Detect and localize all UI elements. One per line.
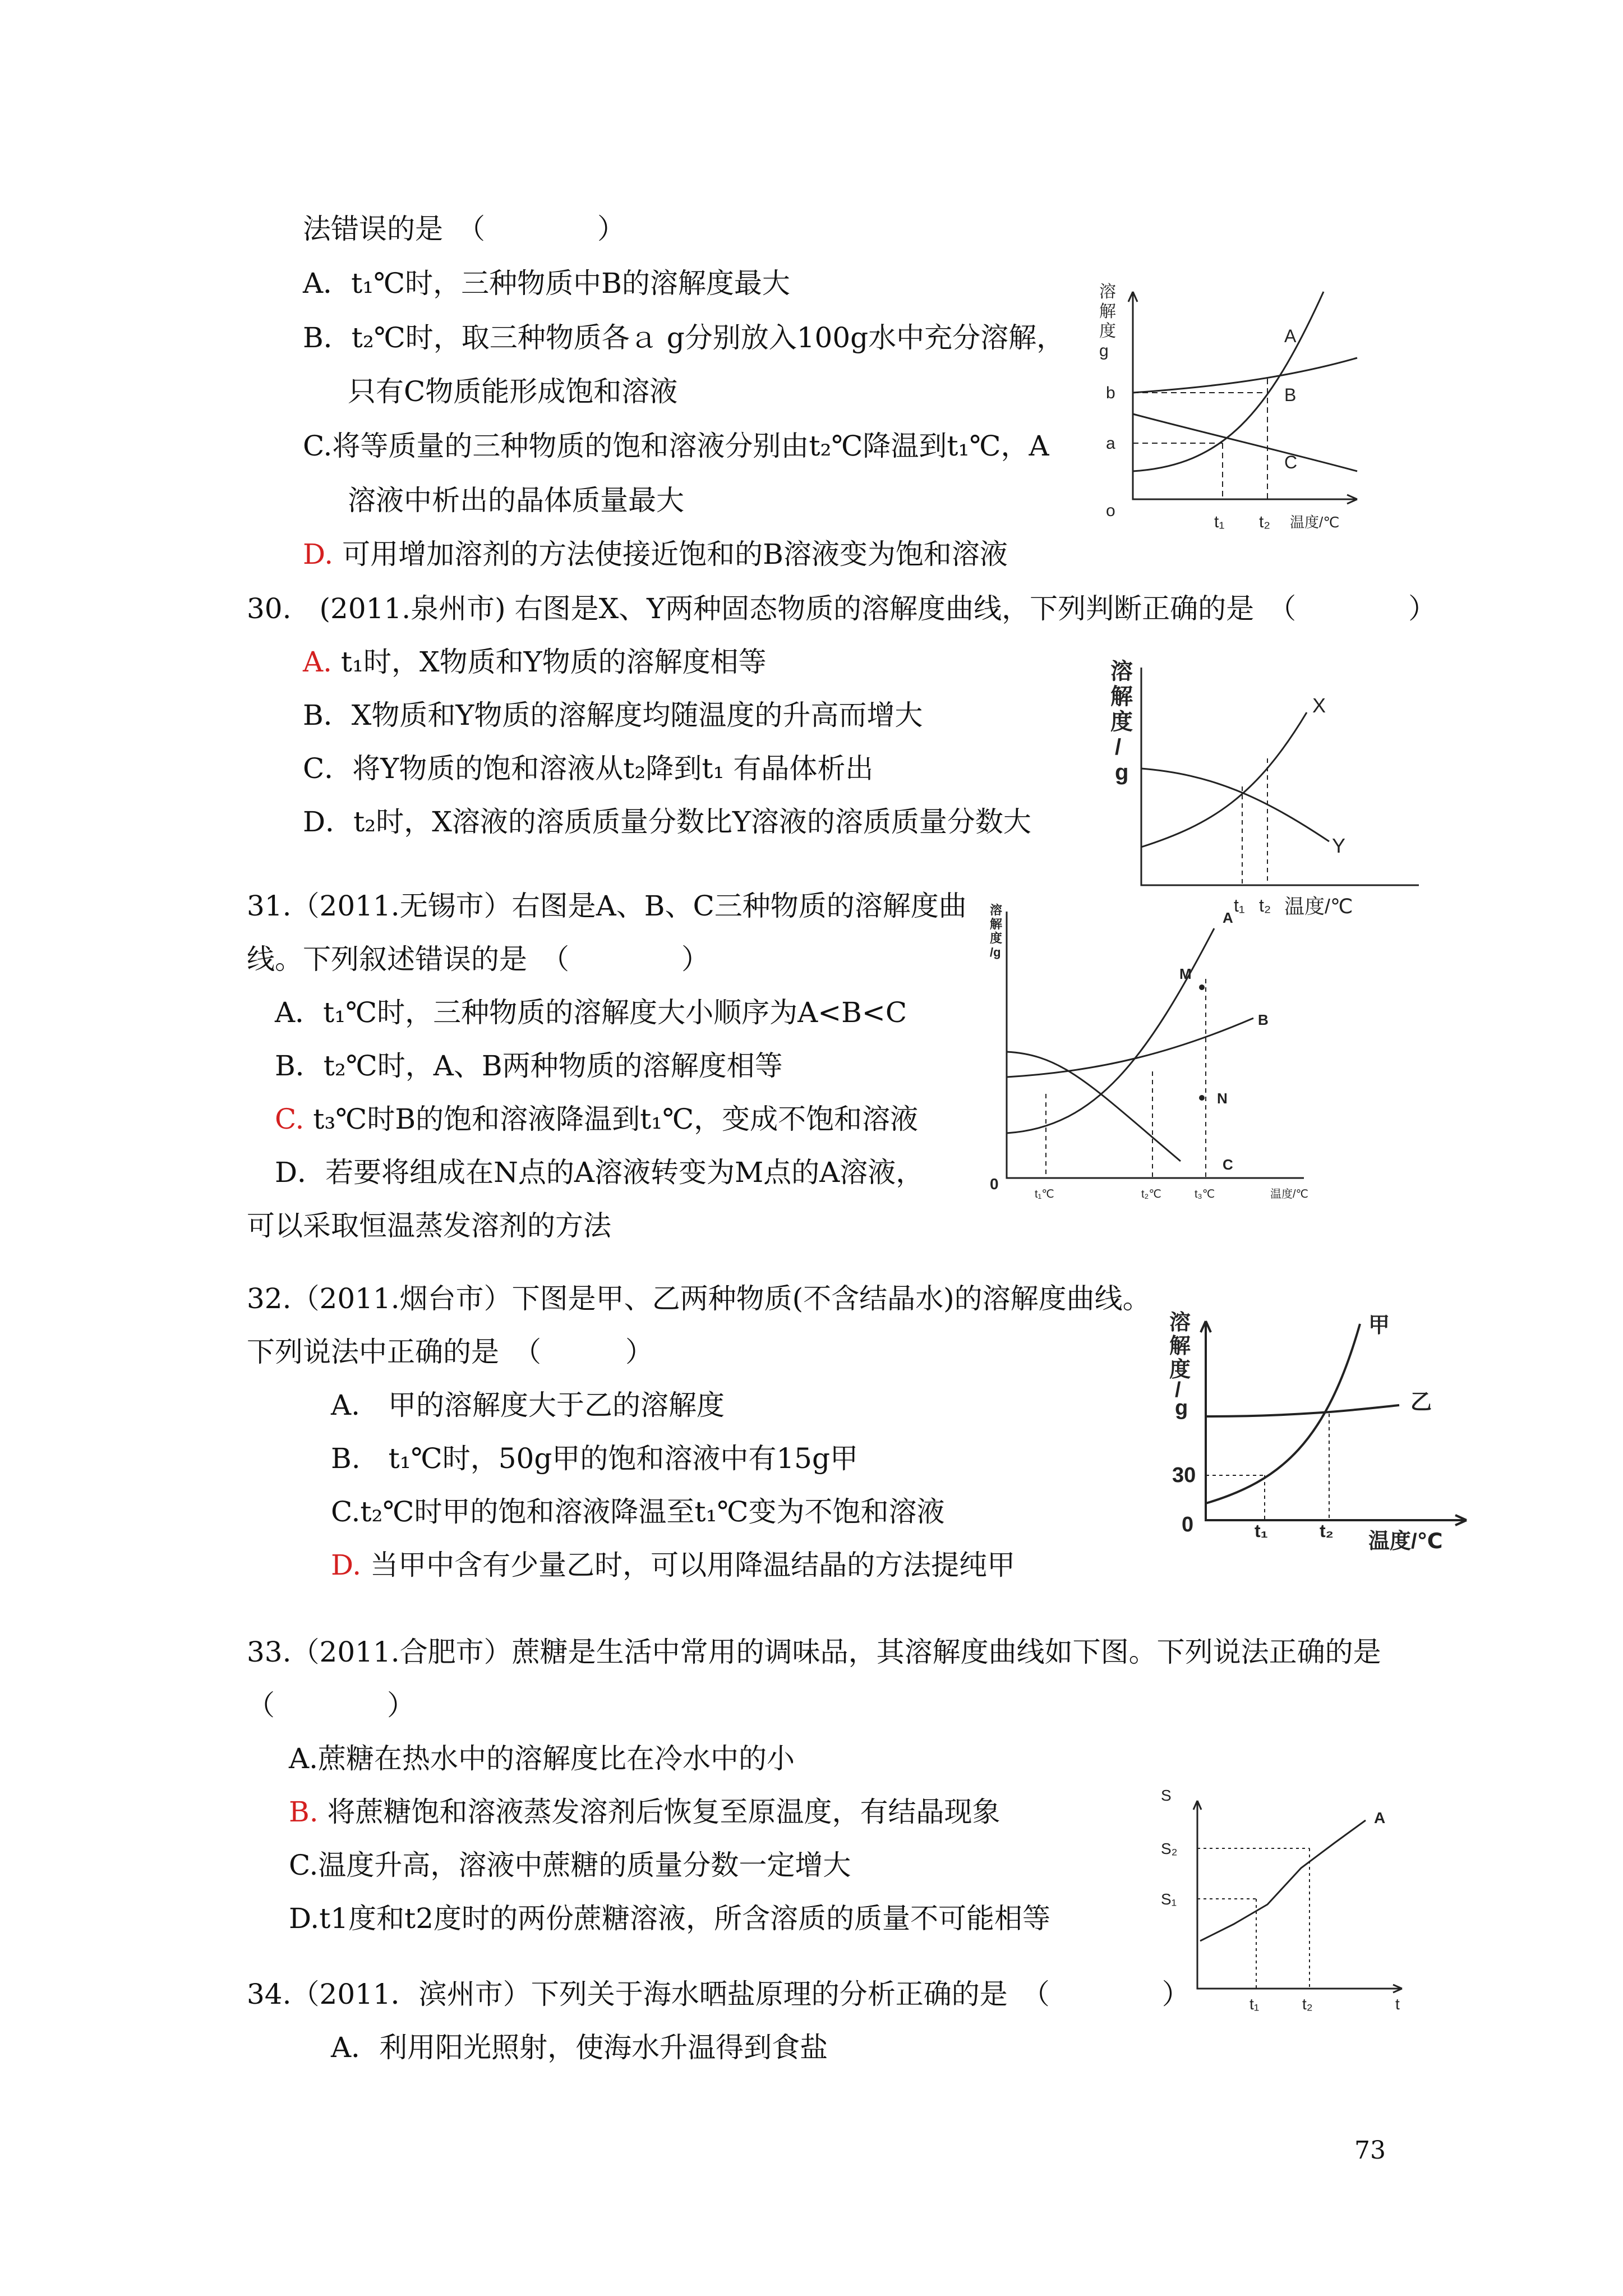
q29-answer-letter: D.	[303, 538, 334, 570]
q30-y-label-5: g	[1115, 760, 1129, 785]
q29-option-a: A．t₁℃时，三种物质中B的溶解度最大	[303, 267, 790, 300]
q30-y-label-1: 溶	[1110, 659, 1133, 684]
q31-point-n-label: N	[1217, 1090, 1228, 1107]
q30-x-label: 温度/℃	[1284, 895, 1353, 918]
q33-tick-s1: S₁	[1161, 1890, 1177, 1908]
q33-curve-a-label: A	[1374, 1809, 1386, 1826]
q32-option-d	[331, 1548, 1015, 1582]
q29-tick-b: b	[1106, 384, 1115, 402]
q34-stem: 34.（2011．滨州市）下列关于海水晒盐原理的分析正确的是 （ ）	[247, 1978, 1190, 2010]
q29-option-b-line2: 只有C物质能形成饱和溶液	[348, 375, 678, 408]
q29-option-d-text: 可用增加溶剂的方法使接近饱和的B溶液变为饱和溶液	[342, 538, 1008, 570]
q33-tick-t2: t₂	[1302, 1995, 1313, 2013]
q31-stem-line2: 线。下列叙述错误的是 （ ）	[247, 943, 709, 976]
q32-stem-line1: 32.（2011.烟台市）下图是甲、乙两种物质(不含结晶水)的溶解度曲线。	[247, 1282, 1151, 1315]
q31-option-a: A．t₁℃时，三种物质的溶解度大小顺序为A<B<C	[275, 996, 907, 1029]
q31-tick-t1: t₁℃	[1035, 1188, 1054, 1200]
q32-tick-t1: t₁	[1255, 1521, 1268, 1541]
q32-y-label-2: 解	[1169, 1335, 1191, 1358]
q31-stem-line1: 31.（2011.无锡市）右图是A、B、C三种物质的溶解度曲	[247, 890, 967, 922]
q33-y-label: S	[1161, 1787, 1172, 1804]
q33-stem-line2: （ ）	[247, 1689, 415, 1722]
q32-y-label-1: 溶	[1169, 1311, 1191, 1335]
q32-solubility-chart	[1169, 1313, 1483, 1571]
q30-tick-t2: t₂	[1259, 895, 1271, 915]
q32-y-label-3: 度	[1169, 1358, 1191, 1382]
q31-option-c-text: t₃℃时B的饱和溶液降温到t₁℃，变成不饱和溶液	[313, 1103, 919, 1135]
q32-curve-jia-label: 甲	[1368, 1314, 1390, 1337]
q30-curve-y-label: Y	[1332, 834, 1346, 857]
q29-y-label-1: 溶	[1099, 283, 1116, 301]
q30-tick-t1: t₁	[1234, 895, 1245, 915]
q32-option-a: A. 甲的溶解度大于乙的溶解度	[331, 1389, 725, 1421]
q30-answer-letter: A.	[303, 646, 333, 678]
q30-y-label-2: 解	[1110, 684, 1133, 709]
q30-y-label-3: 度	[1110, 710, 1133, 734]
q29-y-label-3: 度	[1099, 322, 1116, 341]
q31-solubility-chart	[990, 900, 1338, 1214]
q30-solubility-chart	[1110, 656, 1424, 926]
q31-point-m-label: M	[1179, 965, 1192, 982]
q29-option-d	[303, 537, 1008, 571]
q34-option-a: A．利用阳光照射，使海水升温得到食盐	[331, 2031, 828, 2064]
q31-y-label-4: /g	[990, 945, 1001, 959]
q32-y-label-4: /	[1175, 1378, 1181, 1402]
q29-option-c-line1: C.将等质量的三种物质的饱和溶液分别由t₂℃降温到t₁℃，A	[303, 430, 1049, 462]
q32-y-label-5: g	[1175, 1396, 1188, 1420]
q29-option-b-line1: B．t₂℃时，取三种物质各ａ g分别放入100g水中充分溶解，	[303, 321, 1065, 354]
q30-option-a	[303, 645, 767, 679]
q31-option-b: B．t₂℃时，A、B两种物质的溶解度相等	[275, 1050, 783, 1082]
q32-tick-t2: t₂	[1320, 1521, 1334, 1541]
q31-tick-t2: t₂℃	[1141, 1188, 1161, 1200]
q32-option-d-text: 当甲中含有少量乙时，可以用降温结晶的方法提纯甲	[370, 1549, 1016, 1581]
q33-option-b	[289, 1795, 1000, 1829]
q33-stem-line1: 33.（2011.合肥市）蔗糖是生活中常用的调味品，其溶解度曲线如下图。下列说法正确的是	[247, 1636, 1381, 1668]
q29-curve-a-label: A	[1284, 326, 1297, 346]
q32-option-c: C.t₂℃时甲的饱和溶液降温至t₁℃变为不饱和溶液	[331, 1496, 945, 1528]
q31-curve-a-label: A	[1223, 909, 1233, 926]
q31-curve-c-label: C	[1223, 1156, 1233, 1173]
q32-answer-letter: D.	[331, 1549, 362, 1581]
q29-y-label-4: g	[1099, 342, 1109, 360]
q33-solubility-chart	[1155, 1778, 1413, 2019]
q33-tick-t1: t₁	[1249, 1995, 1260, 2013]
q33-x-label: t	[1395, 1995, 1400, 2013]
q33-option-c: C.温度升高，溶液中蔗糖的质量分数一定增大	[289, 1849, 851, 1881]
q33-option-b-text: 将蔗糖饱和溶液蒸发溶剂后恢复至原温度，有结晶现象	[327, 1796, 1000, 1828]
q31-curve-b-label: B	[1258, 1011, 1269, 1028]
q30-y-label-4: /	[1115, 735, 1122, 760]
q31-origin: 0	[990, 1175, 999, 1193]
q32-curve-yi-label: 乙	[1410, 1391, 1432, 1414]
q30-option-b: B．X物质和Y物质的溶解度均随温度的升高而增大	[303, 699, 923, 731]
q29-y-label-2: 解	[1099, 302, 1116, 321]
q33-option-a: A.蔗糖在热水中的溶解度比在冷水中的小	[289, 1742, 795, 1775]
q32-x-label: 温度/℃	[1368, 1530, 1443, 1553]
q30-option-d: D．t₂时，X溶液的溶质质量分数比Y溶液的溶质质量分数大	[303, 806, 1031, 838]
q31-answer-letter: C.	[275, 1103, 305, 1135]
q31-option-d-line2: 可以采取恒温蒸发溶剂的方法	[247, 1209, 611, 1242]
q29-curve-c-label: C	[1284, 452, 1298, 472]
q29-stem: 法错误的是 （ ）	[303, 213, 625, 245]
q32-tick-30: 30	[1172, 1464, 1196, 1487]
q30-option-c: C．将Y物质的饱和溶液从t₂降到t₁ 有晶体析出	[303, 752, 874, 785]
q29-tick-a: a	[1106, 434, 1115, 453]
page-number: 73	[1354, 2136, 1386, 2165]
q30-option-a-text: t₁时，X物质和Y物质的溶解度相等	[340, 646, 767, 678]
q29-solubility-chart	[1099, 280, 1368, 533]
q30-stem: 30. (2011.泉州市) 右图是X、Y两种固态物质的溶解度曲线，下列判断正确的是 （ ）	[247, 592, 1437, 625]
q32-option-b: B. t₁℃时，50g甲的饱和溶液中有15g甲	[331, 1442, 858, 1475]
q29-curve-b-label: B	[1284, 385, 1297, 405]
q30-curve-x-label: X	[1312, 694, 1326, 717]
q33-tick-s2: S₂	[1161, 1840, 1178, 1857]
q31-tick-t3: t₃℃	[1195, 1188, 1215, 1200]
q31-option-c	[275, 1102, 918, 1136]
q31-y-label-3: 度	[990, 931, 1003, 945]
q31-x-label: 温度/℃	[1270, 1188, 1309, 1200]
q29-tick-origin: o	[1106, 501, 1115, 520]
q31-y-label-1: 溶	[990, 903, 1003, 917]
q29-x-label: 温度/℃	[1290, 514, 1340, 531]
q29-tick-t2: t₂	[1259, 513, 1270, 531]
q32-stem-line2: 下列说法中正确的是 （ ）	[247, 1336, 653, 1368]
q31-option-d-line1: D．若要将组成在N点的A溶液转变为M点的A溶液，	[275, 1156, 924, 1189]
q32-origin: 0	[1182, 1513, 1194, 1536]
q31-y-label-2: 解	[990, 917, 1003, 931]
q29-option-c-line2: 溶液中析出的晶体质量最大	[348, 484, 684, 517]
q29-tick-t1: t₁	[1214, 513, 1225, 531]
q33-option-d: D.t1度和t2度时的两份蔗糖溶液，所含溶质的质量不可能相等	[289, 1902, 1051, 1935]
q33-answer-letter: B.	[289, 1796, 319, 1828]
